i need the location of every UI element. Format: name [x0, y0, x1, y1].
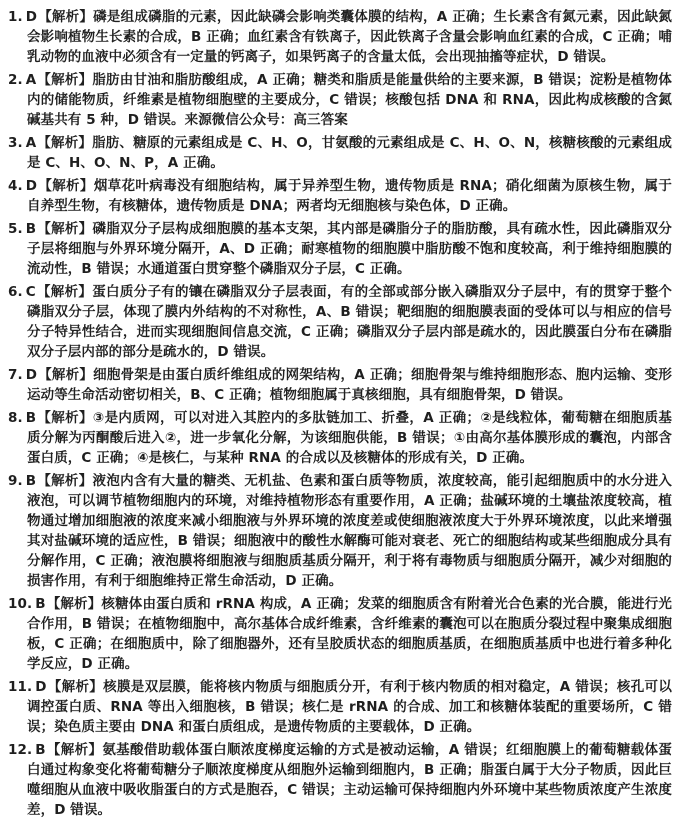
item-number: 7.	[8, 367, 23, 383]
explanation-text: 磷脂双分子层构成细胞膜的基本支架，其内部是磷脂分子的脂肪酸，具有疏水性，因此磷脂双分子层将细胞与外界环境分隔开，A、D 正确；耐寒植物的细胞膜中脂肪酸不饱和度较高，利于维持细胞膜的流动性，B 错误；水通道蛋白贯穿整个磷脂双分子层，C 正确。	[27, 221, 673, 277]
explanation-text: 烟草花叶病毒没有细胞结构，属于异养型生物，遗传物质是 RNA；硝化细菌为原核生物，属于自养型生物，有核糖体，遗传物质是 DNA；两者均无细胞核与染色体，D 正确。	[27, 178, 673, 214]
answer-explanation-item	[8, 219, 672, 279]
item-answer: B	[25, 410, 37, 426]
item-answer: B	[35, 742, 46, 758]
item-answer: D	[25, 9, 38, 25]
analysis-label: 【解析】	[37, 135, 93, 151]
item-number: 9.	[8, 473, 23, 489]
answer-explanation-item	[8, 365, 672, 405]
explanation-text: 细胞骨架是由蛋白质纤维组成的网架结构，A 正确；细胞骨架与维持细胞形态、胞内运输、变形运动等生命活动密切相关，B、C 正确；植物细胞属于真核细胞，具有细胞骨架，D 错误。	[27, 367, 672, 403]
item-number: 5.	[8, 221, 23, 237]
item-number: 1.	[8, 9, 23, 25]
item-number: 12.	[8, 742, 33, 758]
item-number: 10.	[8, 596, 33, 612]
answer-explanation-item	[8, 408, 672, 468]
item-number: 2.	[8, 72, 23, 88]
explanation-text: 脂肪由甘油和脂肪酸组成，A 正确；糖类和脂质是能量供给的主要来源，B 错误；淀粉是植物体内的储能物质，纤维素是植物细胞壁的主要成分，C 错误；核酸包括 DNA 和 RNA，因此构成核酸的含氮碱基共有 5 种，D 错误。来源微信公众号：高三答案	[27, 72, 672, 128]
answer-explanation-item	[8, 176, 672, 216]
answer-explanation-item	[8, 677, 672, 737]
item-answer: A	[25, 72, 37, 88]
item-answer: B	[35, 596, 46, 612]
answer-explanation-item	[8, 282, 672, 362]
analysis-label: 【解析】	[37, 221, 93, 237]
answer-explanation-item	[8, 70, 672, 130]
answer-explanation-item	[8, 471, 672, 591]
answer-explanation-item	[8, 740, 672, 819]
explanation-text: 氨基酸借助载体蛋白顺浓度梯度运输的方式是被动运输，A 错误；红细胞膜上的葡萄糖载体蛋白通过构象变化将葡萄糖分子顺浓度梯度从细胞外运输到细胞内，B 正确；脂蛋白属于大分子物质，因此巨噬细胞从血液中吸收脂蛋白的方式是胞吞，C 错误；主动运输可保持细胞内外环境中某些物质浓度产生浓度差，D 错误。	[27, 742, 672, 818]
explanation-text: 蛋白质分子有的镶在磷脂双分子层表面，有的全部或部分嵌入磷脂双分子层中，有的贯穿于整个磷脂双分子层，体现了膜内外结构的不对称性，A、B 错误；靶细胞的细胞膜表面的受体可以与相应的信号分子特异性结合，进而实现细胞间信息交流，C 正确；磷脂双分子层内部是疏水的，因此膜蛋白分布在磷脂双分子层内部的部分是疏水的，D 错误。	[27, 284, 672, 360]
item-answer: D	[25, 367, 38, 383]
answer-explanation-item	[8, 7, 672, 67]
item-number: 6.	[8, 284, 23, 300]
analysis-label: 【解析】	[47, 679, 104, 695]
item-answer: D	[25, 178, 38, 194]
explanation-text: 核膜是双层膜，能将核内物质与细胞质分开，有利于核内物质的相对稳定，A 错误；核孔可以调控蛋白质、RNA 等出入细胞核，B 错误；核仁是 rRNA 的合成、加工和核糖体装配的重要场所，C 错误；染色质主要由 DNA 和蛋白质组成，是遗传物质的主要载体，D 正确。	[27, 679, 672, 735]
analysis-label: 【解析】	[37, 410, 93, 426]
analysis-label: 【解析】	[38, 9, 94, 25]
answer-explanation-item	[8, 594, 672, 674]
analysis-label: 【解析】	[46, 596, 102, 612]
analysis-label: 【解析】	[38, 367, 94, 383]
analysis-label: 【解析】	[46, 742, 103, 758]
explanation-text: 脂肪、糖原的元素组成是 C、H、O，甘氨酸的元素组成是 C、H、O、N，核糖核酸的元素组成是 C、H、O、N、P，A 正确。	[27, 135, 672, 171]
item-answer: B	[25, 473, 37, 489]
item-number: 4.	[8, 178, 23, 194]
explanation-text: 核糖体由蛋白质和 rRNA 构成，A 正确；发菜的细胞质含有附着光合色素的光合膜，能进行光合作用，B 错误；在植物细胞中，高尔基体合成纤维素，含纤维素的囊泡可以在胞质分裂过程中聚集成细胞板，C 正确；在细胞质中，除了细胞器外，还有呈胶质状态的细胞质基质，在细胞质基质中也进行着多种化学反应，D 正确。	[27, 596, 672, 672]
analysis-label: 【解析】	[36, 284, 93, 300]
item-answer: B	[25, 221, 37, 237]
explanation-list	[8, 7, 672, 819]
item-number: 3.	[8, 135, 23, 151]
item-answer: D	[35, 679, 47, 695]
item-answer: A	[25, 135, 37, 151]
explanation-text: ③是内质网，可以对进入其腔内的多肽链加工、折叠，A 正确；②是线粒体，葡萄糖在细胞质基质分解为丙酮酸后进入②，进一步氧化分解，为该细胞供能，B 错误；①由高尔基体膜形成的囊泡，内部含蛋白质，C 正确；④是核仁，与某种 RNA 的合成以及核糖体的形成有关，D 正确。	[27, 410, 672, 466]
item-number: 8.	[8, 410, 23, 426]
answer-explanation-item	[8, 133, 672, 173]
analysis-label: 【解析】	[37, 473, 93, 489]
item-number: 11.	[8, 679, 33, 695]
analysis-label: 【解析】	[37, 72, 93, 88]
explanation-text: 磷是组成磷脂的元素，因此缺磷会影响类囊体膜的结构，A 正确；生长素含有氮元素，因此缺氮会影响植物生长素的合成，B 正确；血红素含有铁离子，因此铁离子含量会影响血红素的合成，C 正确；哺乳动物的血液中必须含有一定量的钙离子，如果钙离子的含量太低，会出现抽搐等症状，D 错误。	[27, 9, 672, 65]
item-answer: C	[25, 284, 36, 300]
explanation-text: 液泡内含有大量的糖类、无机盐、色素和蛋白质等物质，浓度较高，能引起细胞质中的水分进入液泡，可以调节植物细胞内的环境，对维持植物形态有重要作用，A 正确；盐碱环境的土壤盐浓度较高，植物通过增加细胞液的浓度来减小细胞液与外界环境的浓度差或使细胞液浓度大于外界环境浓度，以此来增强其对盐碱环境的适应性，B 错误；细胞液中的酸性水解酶可能对衰老、死亡的细胞结构或某些细胞成分具有分解作用，C 正确；液泡膜将细胞液与细胞质基质分隔开，利于将有毒物质与细胞质分隔开，减少对细胞的损害作用，有利于细胞维持正常生命活动，D 正确。	[27, 473, 673, 589]
analysis-label: 【解析】	[38, 178, 94, 194]
